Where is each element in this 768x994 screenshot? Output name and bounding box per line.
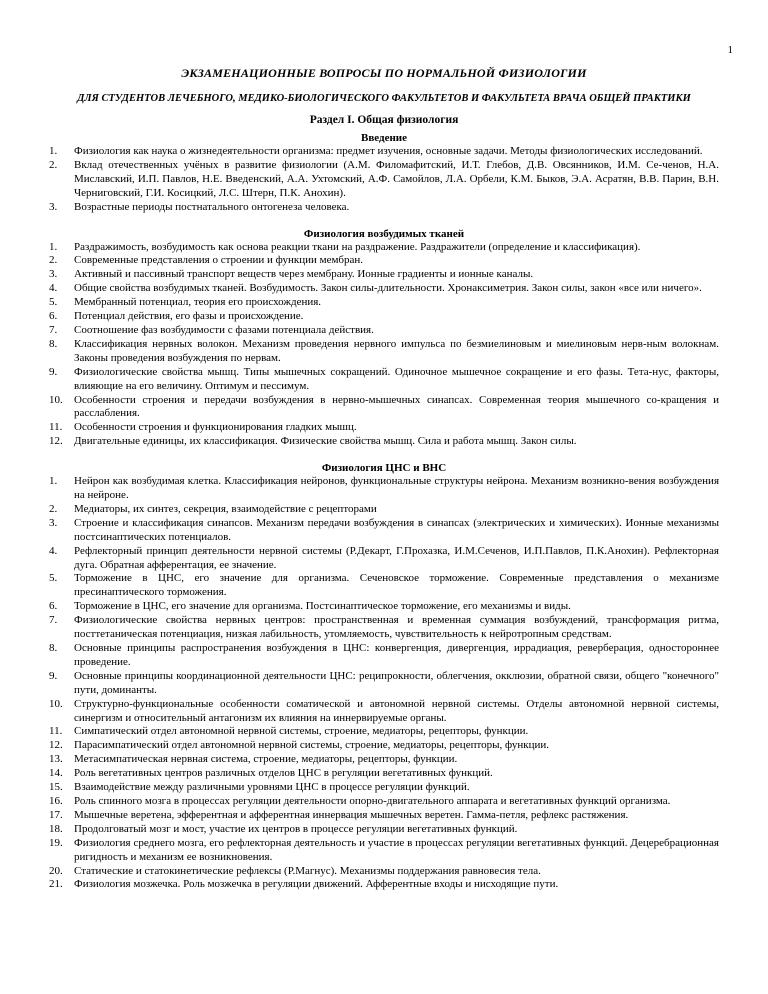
question-item [49,572,719,600]
question-number: 9. [49,365,58,378]
question-item [49,254,719,268]
question-item [49,282,719,296]
question-list [49,475,719,892]
question-number: 16. [49,794,63,807]
question-list [49,241,719,450]
question-number: 5. [49,572,58,585]
question-item [49,767,719,781]
question-item [49,145,719,159]
question-number: 1. [49,145,58,157]
question-item [49,781,719,795]
question-item [49,421,719,435]
document-body [49,66,719,892]
question-item [49,435,719,449]
question-number: 3. [49,516,58,529]
subsection-heading: Введение [360,132,408,144]
question-text: Структурно-функциональные особенности соматической и автономной нервной системы. Отделы автономной нервной системы, синергизм и относительный антагонизм их влияния на иннервируемые органы. [74,697,719,724]
question-text: Метасимпатическая нервная система, строение, медиаторы, рецепторы, функции. [74,753,458,766]
question-item [49,670,719,698]
question-text: Парасимпатический отдел автономной нервной системы, строение, медиаторы, рецепторы, функции. [74,739,550,752]
question-text: Особенности строения и функционирования гладких мышц. [74,421,357,434]
question-item [49,823,719,837]
question-item [49,795,719,809]
question-text: Симпатический отдел автономной нервной системы, строение, медиаторы, рецепторы, функции. [74,725,529,738]
question-item [49,753,719,767]
question-number: 1. [49,475,58,488]
question-number: 8. [49,337,58,350]
question-item [49,698,719,726]
question-item [49,725,719,739]
question-text: Физиологические свойства мышц. Типы мышечных сокращений. Одиночное мышечное сокращение и его фазы. Тета-нус, факторы, влияющие на его величину. Оптимум и пессимум. [74,365,719,392]
question-text: Основные принципы распространения возбуждения в ЦНС: конвергенция, дивергенция, иррадиация, реверберация, одностороннее проведение. [74,642,719,668]
question-item [49,739,719,753]
question-text: Потенциал действия, его фазы и происхождение. [74,310,304,323]
question-text: Роль спинного мозга в процессах регуляции деятельности опорно-двигательного аппарата и вегетативных функций организма. [74,794,671,807]
question-item [49,241,719,255]
question-item [49,865,719,879]
question-item [49,268,719,282]
question-text: Основные принципы координационной деятельности ЦНС: реципрокности, облегчения, окклюзии, обратной связи, общего "конечного" пути, доминанты. [74,669,719,696]
question-item [49,545,719,573]
question-number: 9. [49,669,58,682]
question-number: 8. [49,642,58,654]
question-number: 12. [49,739,63,752]
question-text: Физиология среднего мозга, его рефлекторная деятельность и участие в процессах регуляции вегетативных функций. Децеребрационная ригидность и механизм ее возникновения. [74,836,719,863]
question-number: 6. [49,310,58,323]
question-text: Мышечные веретена, эфферентная и афферентная иннервация мышечных веретен. Гамма-петля, рефлекс растяжения. [74,808,629,821]
question-text: Физиологические свойства нервных центров: пространственная и временная суммация возбуждений, трансформация ритма, посттетаническая потенциация, низкая лабильность, утомляемость, чувствительность к нейротропным средствам. [74,614,719,641]
question-text: Соотношение фаз возбудимости с фазами потенциала действия. [74,323,374,336]
question-item [49,642,719,670]
question-item [49,614,719,642]
question-text: Общие свойства возбудимых тканей. Возбудимость. Закон силы-длительности. Хронаксиметрия. Закон силы, закон «все или ничего». [74,282,702,295]
question-text: Активный и пассивный транспорт веществ через мембрану. Ионные градиенты и ионные каналы. [74,268,534,281]
question-number: 5. [49,296,58,309]
subsection-heading: Физиология возбудимых тканей [303,227,465,240]
question-item [49,878,719,892]
question-item [49,394,719,422]
question-number: 11. [49,421,63,434]
question-number: 10. [49,393,63,406]
question-text: Раздражимость, возбудимость как основа реакции ткани на раздражение. Раздражители (определение и классификация). [74,240,641,253]
question-text: Физиология как наука о жизнедеятельности организма: предмет изучения, основные задачи. Методы физиологических исследований. [74,145,703,157]
question-number: 4. [49,544,58,557]
question-text: Взаимодействие между различными уровнями ЦНС в процессе регуляции функций. [74,781,470,794]
question-item [49,296,719,310]
question-text: Роль вегетативных центров различных отделов ЦНС в регуляции вегетативных функций. [74,767,493,780]
document-title: ЭКЗАМЕНАЦИОННЫЕ ВОПРОСЫ ПО НОРМАЛЬНОЙ ФИЗИОЛОГИИ [181,66,587,80]
question-text: Физиология мозжечка. Роль мозжечка в регуляции движений. Афферентные входы и нисходящие пути. [74,878,559,891]
question-text: Медиаторы, их синтез, секреция, взаимодействие с рецепторами [74,502,377,515]
question-number: 11. [49,725,63,738]
question-item [49,338,719,366]
question-number: 14. [49,767,63,780]
subsection-heading: Физиология ЦНС и ВНС [321,462,447,475]
document-subtitle: ДЛЯ СТУДЕНТОВ ЛЕЧЕБНОГО, МЕДИКО-БИОЛОГИЧЕСКОГО ФАКУЛЬТЕТОВ И ФАКУЛЬТЕТА ВРАЧА ОБЩЕЙ ПРАКТИКИ [77,93,691,104]
question-number: 21. [49,878,63,891]
question-text: Нейрон как возбудимая клетка. Классификация нейронов, функциональные структуры нейрона. Механизм возникно-вения возбуждения на нейроне. [74,475,719,502]
question-number: 17. [49,808,63,821]
subsections-container [49,131,719,892]
question-text: Двигательные единицы, их классификация. Физические свойства мышц. Сила и работа мышц. Закон силы. [74,435,577,448]
section-title: Раздел I. Общая физиология [309,114,459,126]
question-text: Строение и классификация синапсов. Механизм передачи возбуждения в синапсах (электрических и химических). Ионные механизмы постсинаптических потенциалов. [74,516,719,543]
question-number: 4. [49,282,58,295]
question-number: 6. [49,600,58,613]
question-number: 3. [49,268,58,281]
question-number: 15. [49,781,63,794]
question-number: 7. [49,614,58,627]
question-text: Статические и статокинетические рефлексы (Р.Магнус). Механизмы поддержания равновесия тела. [74,864,541,877]
question-item [49,600,719,614]
question-number: 7. [49,323,58,336]
question-number: 20. [49,864,63,877]
question-item [49,517,719,545]
question-list [49,145,719,215]
question-item [49,837,719,865]
question-item [49,159,719,201]
question-text: Продолговатый мозг и мост, участие их центров в процессе регуляции вегетативных функций. [74,822,518,835]
question-number: 1. [49,240,58,253]
question-text: Мембранный потенциал, теория его происхождения. [74,296,322,309]
question-number: 18. [49,822,63,835]
question-number: 2. [49,502,58,515]
question-text: Торможение в ЦНС, его значение для организма. Постсинаптическое торможение, его механизмы и виды. [74,600,571,613]
question-number: 19. [49,836,63,849]
question-text: Вклад отечественных учёных в развитие физиологии (А.М. Филомафитский, И.Т. Глебов, Д.В. Овсянников, И.М. Се-ченов, Н.А. Миславский, И.П. Павлов, Н.Е. Введенский, А.А. Ухтомский, А.Ф. Самойлов, Л.А. Орбели, К.М. Быков, Э.А. Асратян, В.В. Парин, В.Н. Черниговский, Г.И. Косицкий, Л.С. Штерн, П.К. Анохин). [74,158,719,199]
question-text: Рефлекторный принцип деятельности нервной системы (Р.Декарт, Г.Прохазка, И.М.Сеченов, И.П.Павлов, П.К.Анохин). Рефлекторная дуга. Обратная афферентация, ее значение. [74,544,719,571]
question-item [49,366,719,394]
question-number: 10. [49,697,63,710]
question-item [49,310,719,324]
page-number: 1 [727,44,733,56]
question-number: 13. [49,753,63,766]
question-number: 12. [49,435,63,448]
question-text: Особенности строения и передачи возбуждения в нервно-мышечных синапсах. Современная теория мышечного со-кращения и расслабления. [74,393,719,420]
question-item [49,809,719,823]
question-text: Возрастные периоды постнатального онтогенеза человека. [74,200,350,213]
question-text: Современные представления о строении и функции мембран. [74,254,364,267]
question-number: 2. [49,254,58,267]
question-item [49,475,719,503]
question-text: Классификация нервных волокон. Механизм проведения нервного импульса по безмиелиновым и миелиновым нерв-ным волокнам. Законы проведения возбуждения по нервам. [74,337,719,364]
question-number: 2. [49,158,58,171]
question-item [49,503,719,517]
question-number: 3. [49,200,58,213]
question-item [49,324,719,338]
question-item [49,201,719,215]
question-text: Торможение в ЦНС, его значение для организма. Сеченовское торможение. Современные представления о механизме пресинаптического торможения. [74,572,719,599]
